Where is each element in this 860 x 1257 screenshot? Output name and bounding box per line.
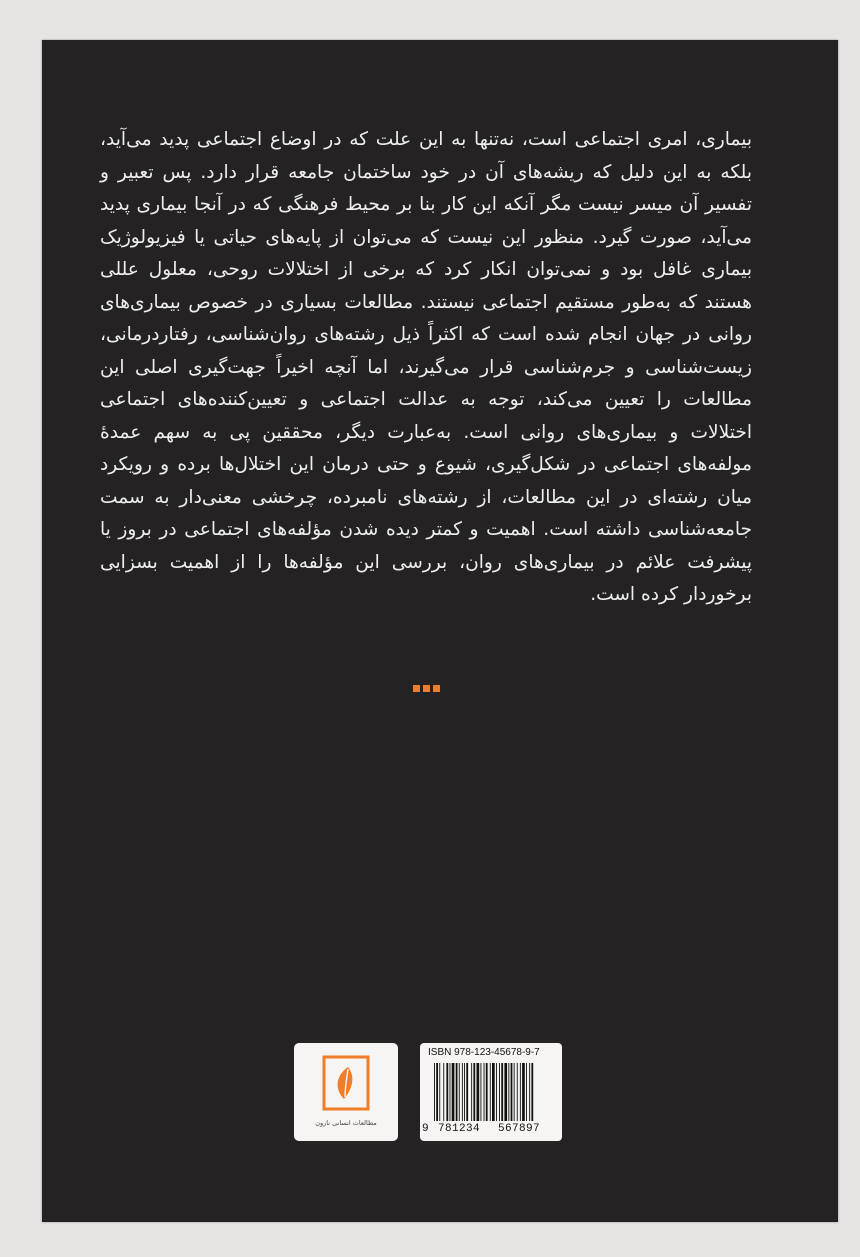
isbn-barcode: [420, 1043, 562, 1141]
barcode-right-digits: 567897: [498, 1123, 541, 1135]
leaf-book-logo-icon: [318, 1053, 374, 1115]
ornament-dots: [413, 685, 440, 692]
barcode-lead-digit: 9: [422, 1123, 429, 1135]
ornament-dot: [433, 685, 440, 692]
barcode-left-digits: 781234: [438, 1123, 481, 1135]
isbn-label: ISBN 978-123-45678-9-7: [428, 1047, 540, 1058]
back-cover-blurb: بیماری، امری اجتماعی است، نه‌تنها به این علت که در اوضاع اجتماعی پدید می‌آید، بلکه به این دلیل که ریشه‌های آن در خود ساختمان جامعه قرار دارد. پس تعبیر و تفسیر آن میسر نیست مگر آنکه این کار بنا بر محیط فرهنگی که در آنجا بیماری پدید می‌آید، صورت گیرد. منظور این نیست که می‌توان از پایه‌های حیاتی یا فیزیولوژیک بیماری غافل بود و نمی‌توان انکار کرد که برخی از اختلالات روحی، معلول عللی هستند که به‌طور مستقیم اجتماعی نیستند. مطالعات بسیاری در خصوص بیماری‌های روانی در جهان انجام شده است که اکثراً ذیل رشته‌های روان‌شناسی، رفتاردرمانی، زیست‌شناسی و جرم‌شناسی قرار می‌گیرند، اما آنچه اخیراً جهت‌گیری اصلی این مطالعات را تعیین می‌کند، توجه به عدالت اجتماعی و تعیین‌کننده‌های اجتماعی اختلالات و بیماری‌های روانی است. به‌عبارت دیگر، محققین پی به سهم عمدهٔ مولفه‌های اجتماعی در شکل‌گیری، شیوع و حتی درمان این اختلال‌ها برده و رویکرد میان رشته‌ای در این مطالعات، از رشته‌های نامبرده، چرخشی معنی‌دار به سمت جامعه‌شناسی داشته است. اهمیت و کمتر دیده شدن مؤلفه‌های اجتماعی در بروز یا پیشرفت علائم در بیماری‌های روان، بررسی این مؤلفه‌ها را از اهمیت بسزایی برخوردار کرده است.: [100, 129, 752, 605]
publisher-logo-panel: [294, 1043, 398, 1141]
ornament-dot: [413, 685, 420, 692]
publisher-name: مطالعات انسانی نارون: [315, 1119, 377, 1127]
barcode-bars: [434, 1063, 550, 1125]
ornament-dot: [423, 685, 430, 692]
